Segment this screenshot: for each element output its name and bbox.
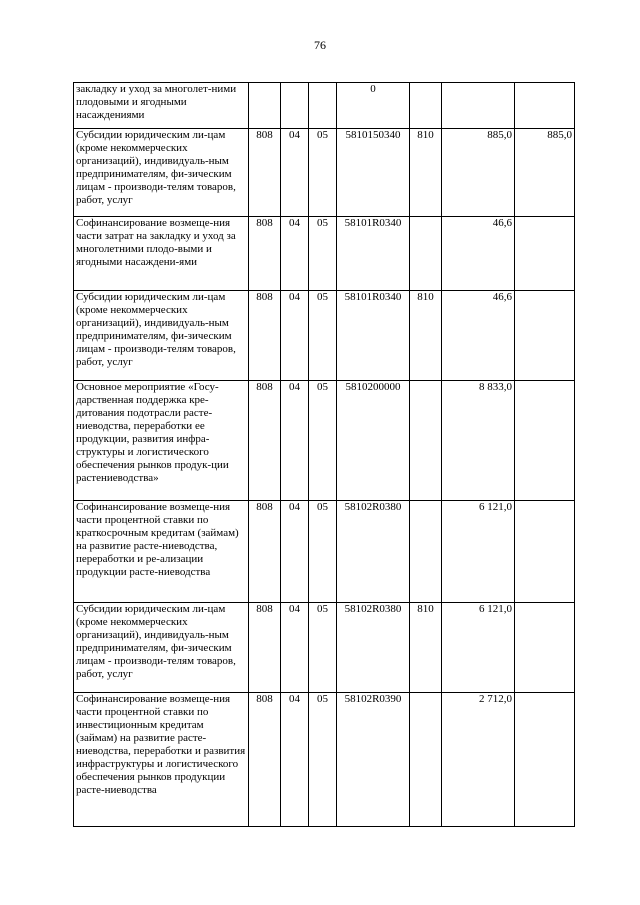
section-code: 04 bbox=[281, 381, 309, 501]
target-article-code: 58101R0340 bbox=[337, 291, 410, 381]
expense-type-code: 810 bbox=[410, 291, 442, 381]
expense-type-code: 810 bbox=[410, 603, 442, 693]
amount-2 bbox=[515, 603, 575, 693]
amount-1: 8 833,0 bbox=[442, 381, 515, 501]
ministry-code: 808 bbox=[249, 129, 281, 217]
subsection-code: 05 bbox=[309, 381, 337, 501]
amount-2: 885,0 bbox=[515, 129, 575, 217]
ministry-code: 808 bbox=[249, 501, 281, 603]
amount-1: 885,0 bbox=[442, 129, 515, 217]
table-row bbox=[74, 291, 575, 381]
row-name: Софинансирование возмеще-ния части процентной ставки по инвестиционным кредитам (займам) на развитие расте-ниеводства, переработки и развития инфраструктуры и логистического обеспечения рынков продукции расте-ниеводства bbox=[74, 693, 249, 827]
amount-2 bbox=[515, 381, 575, 501]
row-name: Субсидии юридическим ли-цам (кроме некоммерческих организаций), индивидуаль-ным предпринимателям, фи-зическим лицам - производи-телям товаров, работ, услуг bbox=[74, 129, 249, 217]
table-row bbox=[74, 217, 575, 291]
table-row bbox=[74, 129, 575, 217]
table-row bbox=[74, 381, 575, 501]
section-code bbox=[281, 83, 309, 129]
expense-type-code: 810 bbox=[410, 129, 442, 217]
amount-1: 46,6 bbox=[442, 217, 515, 291]
row-name: Софинансирование возмеще-ния части затрат на закладку и уход за многолетними плодо-выми и ягодными насаждени-ями bbox=[74, 217, 249, 291]
ministry-code bbox=[249, 83, 281, 129]
expense-type-code bbox=[410, 83, 442, 129]
target-article-code: 58101R0340 bbox=[337, 217, 410, 291]
amount-1: 46,6 bbox=[442, 291, 515, 381]
amount-1 bbox=[442, 83, 515, 129]
subsection-code: 05 bbox=[309, 693, 337, 827]
amount-2 bbox=[515, 83, 575, 129]
section-code: 04 bbox=[281, 217, 309, 291]
subsection-code: 05 bbox=[309, 217, 337, 291]
amount-1: 6 121,0 bbox=[442, 603, 515, 693]
ministry-code: 808 bbox=[249, 291, 281, 381]
amount-2 bbox=[515, 501, 575, 603]
row-name: Субсидии юридическим ли-цам (кроме некоммерческих организаций), индивидуаль-ным предпринимателям, фи-зическим лицам - производи-телям товаров, работ, услуг bbox=[74, 603, 249, 693]
subsection-code: 05 bbox=[309, 603, 337, 693]
amount-2 bbox=[515, 291, 575, 381]
amount-1: 6 121,0 bbox=[442, 501, 515, 603]
expense-type-code bbox=[410, 693, 442, 827]
page-number: 76 bbox=[314, 38, 326, 52]
budget-table bbox=[73, 82, 575, 827]
section-code: 04 bbox=[281, 129, 309, 217]
subsection-code: 05 bbox=[309, 291, 337, 381]
row-name: Софинансирование возмеще-ния части процентной ставки по краткосрочным кредитам (займам) на развитие расте-ниеводства, переработки и ре-ализации продукции расте-ниеводства bbox=[74, 501, 249, 603]
row-name: закладку и уход за многолет-ними плодовыми и ягодными насаждениями bbox=[74, 83, 249, 129]
target-article-code: 5810150340 bbox=[337, 129, 410, 217]
subsection-code: 05 bbox=[309, 501, 337, 603]
amount-2 bbox=[515, 693, 575, 827]
table-row bbox=[74, 693, 575, 827]
table-row bbox=[74, 603, 575, 693]
target-article-code: 58102R0380 bbox=[337, 603, 410, 693]
table-row bbox=[74, 501, 575, 603]
expense-type-code bbox=[410, 501, 442, 603]
ministry-code: 808 bbox=[249, 217, 281, 291]
table-row bbox=[74, 83, 575, 129]
target-article-code: 5810200000 bbox=[337, 381, 410, 501]
ministry-code: 808 bbox=[249, 381, 281, 501]
section-code: 04 bbox=[281, 693, 309, 827]
row-name: Субсидии юридическим ли-цам (кроме некоммерческих организаций), индивидуаль-ным предпринимателям, фи-зическим лицам - производи-телям товаров, работ, услуг bbox=[74, 291, 249, 381]
ministry-code: 808 bbox=[249, 693, 281, 827]
section-code: 04 bbox=[281, 291, 309, 381]
section-code: 04 bbox=[281, 603, 309, 693]
expense-type-code bbox=[410, 217, 442, 291]
amount-1: 2 712,0 bbox=[442, 693, 515, 827]
section-code: 04 bbox=[281, 501, 309, 603]
ministry-code: 808 bbox=[249, 603, 281, 693]
row-name: Основное мероприятие «Госу-дарственная поддержка кре-дитования подотрасли расте-ниеводства, переработки ее продукции, развития инфра-структуры и логистического обеспечения рынков продук-ции растениеводства» bbox=[74, 381, 249, 501]
target-article-code: 58102R0380 bbox=[337, 501, 410, 603]
expense-type-code bbox=[410, 381, 442, 501]
target-article-code: 0 bbox=[337, 83, 410, 129]
amount-2 bbox=[515, 217, 575, 291]
subsection-code bbox=[309, 83, 337, 129]
subsection-code: 05 bbox=[309, 129, 337, 217]
target-article-code: 58102R0390 bbox=[337, 693, 410, 827]
